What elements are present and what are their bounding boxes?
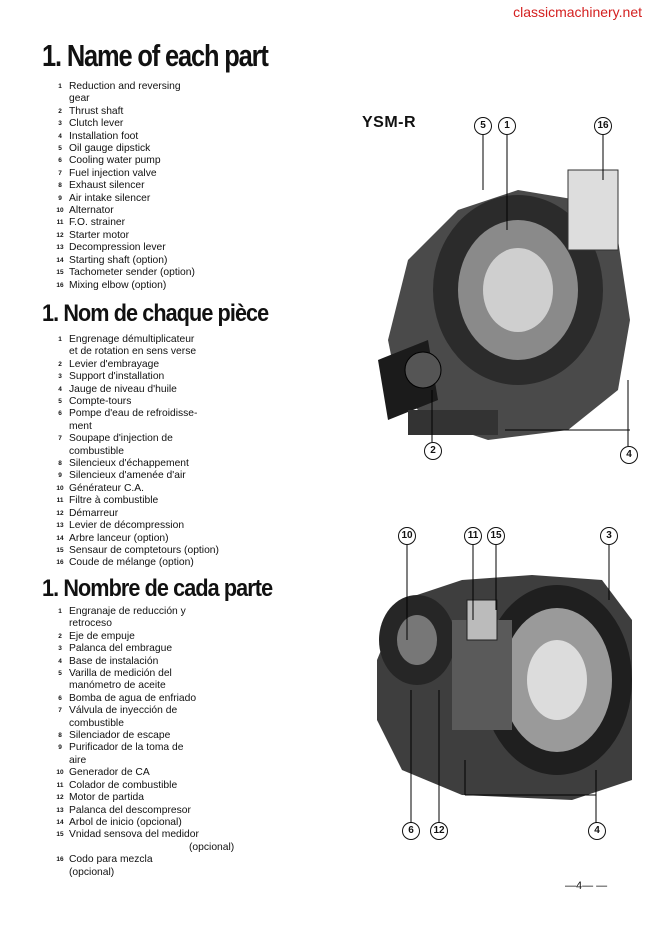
parts-item — [55, 168, 195, 180]
item-label: Levier de décompression — [69, 520, 185, 532]
item-label-cont: (opcional) — [69, 866, 115, 878]
item-label: Cooling water pump — [69, 155, 161, 167]
item-number: 12 — [56, 231, 64, 239]
item-number: 10 — [56, 484, 64, 492]
item-label: Silencieux d'échappement — [69, 458, 189, 470]
item-label: Soupape d'injection de — [69, 433, 173, 445]
parts-item — [55, 668, 234, 693]
item-label: Reduction and reversing — [69, 81, 181, 92]
item-label: Exhaust silencer — [69, 180, 145, 192]
leader-lines-top — [420, 130, 649, 460]
parts-item — [55, 829, 234, 854]
item-number: 4 — [58, 132, 62, 140]
item-number: 6 — [58, 157, 62, 165]
parts-item — [55, 520, 219, 532]
item-label: Air intake silencer — [69, 192, 151, 204]
item-label: Sensaur de comptetours (option) — [69, 544, 219, 556]
item-label: Compte-tours — [69, 396, 132, 408]
item-number: 8 — [58, 732, 62, 740]
item-label: Mixing elbow (option) — [69, 279, 167, 291]
item-number: 9 — [58, 194, 62, 202]
item-label: Engrenage démultiplicateur — [69, 334, 195, 345]
item-number: 5 — [58, 145, 62, 153]
item-number: 3 — [58, 373, 62, 381]
item-label: Installation foot — [69, 130, 139, 142]
item-number: 6 — [58, 694, 62, 702]
item-number: 13 — [56, 244, 64, 252]
parts-item — [55, 817, 234, 829]
callout-bottom-4: 4 — [588, 822, 606, 840]
parts-item — [55, 193, 195, 205]
item-number: 15 — [56, 831, 64, 839]
parts-item — [55, 396, 219, 408]
item-number: 13 — [56, 522, 64, 530]
parts-item — [55, 854, 234, 879]
parts-item — [55, 631, 234, 643]
parts-item — [55, 242, 195, 254]
item-number: 8 — [58, 182, 62, 190]
item-label: Arbol de inicio (opcional) — [69, 816, 182, 828]
parts-item — [55, 106, 195, 118]
parts-item — [55, 230, 195, 242]
item-label: Générateur C.A. — [69, 482, 144, 494]
item-number: 4 — [58, 657, 62, 665]
item-label-cont: combustible — [69, 717, 124, 729]
parts-item — [55, 545, 219, 557]
item-label: Clutch lever — [69, 118, 124, 130]
item-number: 11 — [56, 219, 64, 227]
callout-top-2: 2 — [424, 442, 442, 460]
item-number: 7 — [58, 169, 62, 177]
callout-bottom-11: 11 — [464, 527, 482, 545]
callout-top-16: 16 — [594, 117, 612, 135]
item-label: Colador de combustible — [69, 779, 178, 791]
item-number: 1 — [58, 83, 62, 90]
item-label: Base de instalación — [69, 655, 159, 667]
parts-item — [55, 780, 234, 792]
item-number: 1 — [58, 608, 62, 615]
item-label: Silencieux d'amenée d'air — [69, 470, 186, 482]
parts-item — [55, 384, 219, 396]
item-number: 5 — [58, 398, 62, 406]
item-number: 11 — [56, 781, 64, 789]
item-number: 5 — [58, 670, 62, 678]
parts-item — [55, 705, 234, 730]
item-number: 9 — [58, 744, 62, 752]
parts-item — [55, 180, 195, 192]
parts-item — [55, 334, 219, 359]
parts-item — [55, 118, 195, 130]
item-number: 3 — [58, 645, 62, 653]
item-number: 15 — [56, 269, 64, 277]
parts-item — [55, 280, 195, 292]
parts-item — [55, 792, 234, 804]
page-number: —4— — — [565, 880, 608, 892]
item-label: Thrust shaft — [69, 105, 124, 117]
item-label: Silenciador de escape — [69, 730, 171, 742]
parts-item — [55, 371, 219, 383]
item-number: 7 — [58, 707, 62, 715]
parts-item — [55, 483, 219, 495]
item-label: Arbre lanceur (option) — [69, 532, 169, 544]
item-label: Fuel injection valve — [69, 167, 157, 179]
item-label-cont: manómetro de aceite — [69, 680, 166, 692]
parts-item — [55, 359, 219, 371]
title-es: 1. Nombre de cada parte — [42, 575, 273, 602]
item-number: 2 — [58, 632, 62, 640]
parts-item — [55, 255, 195, 267]
item-label: Vnidad sensova del medidor — [69, 829, 199, 841]
item-label-cont: retroceso — [69, 618, 112, 630]
item-number: 14 — [56, 256, 64, 264]
item-label: Varilla de medición del — [69, 668, 172, 680]
parts-item — [55, 606, 234, 631]
item-label: Starting shaft (option) — [69, 254, 168, 266]
item-number: 11 — [56, 497, 64, 505]
item-label: Coude de mélange (option) — [69, 557, 194, 569]
item-label-cont: et de rotation en sens verse — [69, 346, 197, 358]
item-number: 15 — [56, 546, 64, 554]
parts-list-en — [55, 81, 195, 292]
item-label: Decompression lever — [69, 242, 166, 254]
item-number: 4 — [58, 385, 62, 393]
parts-item — [55, 81, 195, 106]
parts-item — [55, 730, 234, 742]
parts-item — [55, 408, 219, 433]
parts-list-es — [55, 606, 234, 879]
callout-top-1: 1 — [498, 117, 516, 135]
item-number: 16 — [56, 281, 64, 289]
item-label: Oil gauge dipstick — [69, 143, 151, 155]
item-label: Levier d'embrayage — [69, 358, 160, 370]
item-label: Démarreur — [69, 507, 119, 519]
item-number: 2 — [58, 360, 62, 368]
parts-item — [55, 217, 195, 229]
item-label: Válvula de inyección de — [69, 705, 178, 717]
parts-item — [55, 643, 234, 655]
item-label: Generador de CA — [69, 767, 150, 779]
item-label: Support d'installation — [69, 371, 165, 383]
parts-item — [55, 693, 234, 705]
parts-item — [55, 656, 234, 668]
parts-item — [55, 557, 219, 569]
parts-item — [55, 143, 195, 155]
callout-bottom-10: 10 — [398, 527, 416, 545]
parts-item — [55, 131, 195, 143]
item-label: Starter motor — [69, 229, 130, 241]
model-label: YSM-R — [362, 114, 417, 131]
item-label-cont: combustible — [69, 445, 124, 457]
item-label: Palanca del descompresor — [69, 804, 191, 816]
item-label: Engranaje de reducción y — [69, 606, 186, 617]
parts-item — [55, 470, 219, 482]
callout-top-4: 4 — [620, 446, 638, 464]
item-number: 10 — [56, 207, 64, 215]
item-number: 10 — [56, 769, 64, 777]
callout-bottom-15: 15 — [487, 527, 505, 545]
item-label-cont: gear — [69, 93, 90, 105]
item-label: F.O. strainer — [69, 217, 126, 229]
parts-item — [55, 433, 219, 458]
item-number: 7 — [58, 435, 62, 443]
watermark: classicmachinery.net — [513, 4, 642, 20]
item-label-cont: (opcional) — [189, 841, 235, 853]
item-label: Tachometer sender (option) — [69, 267, 195, 279]
item-label: Palanca del embrague — [69, 643, 173, 655]
item-label: Jauge de niveau d'huile — [69, 383, 177, 395]
item-number: 9 — [58, 472, 62, 480]
parts-item — [55, 508, 219, 520]
item-label: Filtre à combustible — [69, 495, 159, 507]
item-number: 1 — [58, 336, 62, 343]
parts-item — [55, 458, 219, 470]
item-number: 8 — [58, 460, 62, 468]
item-number: 2 — [58, 107, 62, 115]
item-label: Alternator — [69, 205, 114, 217]
parts-item — [55, 805, 234, 817]
item-number: 16 — [56, 856, 64, 864]
item-number: 6 — [58, 410, 62, 418]
parts-list-fr — [55, 334, 219, 570]
item-label: Pompe d'eau de refroidisse- — [69, 408, 198, 420]
callout-top-5: 5 — [474, 117, 492, 135]
item-label-cont: aire — [69, 754, 87, 766]
title-fr: 1. Nom de chaque pièce — [42, 300, 269, 327]
item-number: 12 — [56, 794, 64, 802]
parts-item — [55, 767, 234, 779]
item-label: Codo para mezcla — [69, 854, 153, 866]
item-label: Bomba de agua de enfriado — [69, 692, 197, 704]
parts-item — [55, 742, 234, 767]
parts-item — [55, 495, 219, 507]
callout-bottom-6: 6 — [402, 822, 420, 840]
item-label: Motor de partida — [69, 792, 144, 804]
item-number: 16 — [56, 559, 64, 567]
parts-item — [55, 267, 195, 279]
item-number: 12 — [56, 509, 64, 517]
callout-bottom-12: 12 — [430, 822, 448, 840]
item-number: 14 — [56, 534, 64, 542]
parts-item — [55, 533, 219, 545]
item-label: Eje de empuje — [69, 630, 135, 642]
item-number: 13 — [56, 806, 64, 814]
item-label: Purificador de la toma de — [69, 742, 184, 754]
parts-item — [55, 205, 195, 217]
leader-lines-bottom — [400, 540, 625, 825]
parts-item — [55, 155, 195, 167]
item-label-cont: ment — [69, 420, 92, 432]
title-en: 1. Name of each part — [42, 38, 268, 73]
callout-bottom-3: 3 — [600, 527, 618, 545]
item-number: 14 — [56, 818, 64, 826]
item-number: 3 — [58, 120, 62, 128]
